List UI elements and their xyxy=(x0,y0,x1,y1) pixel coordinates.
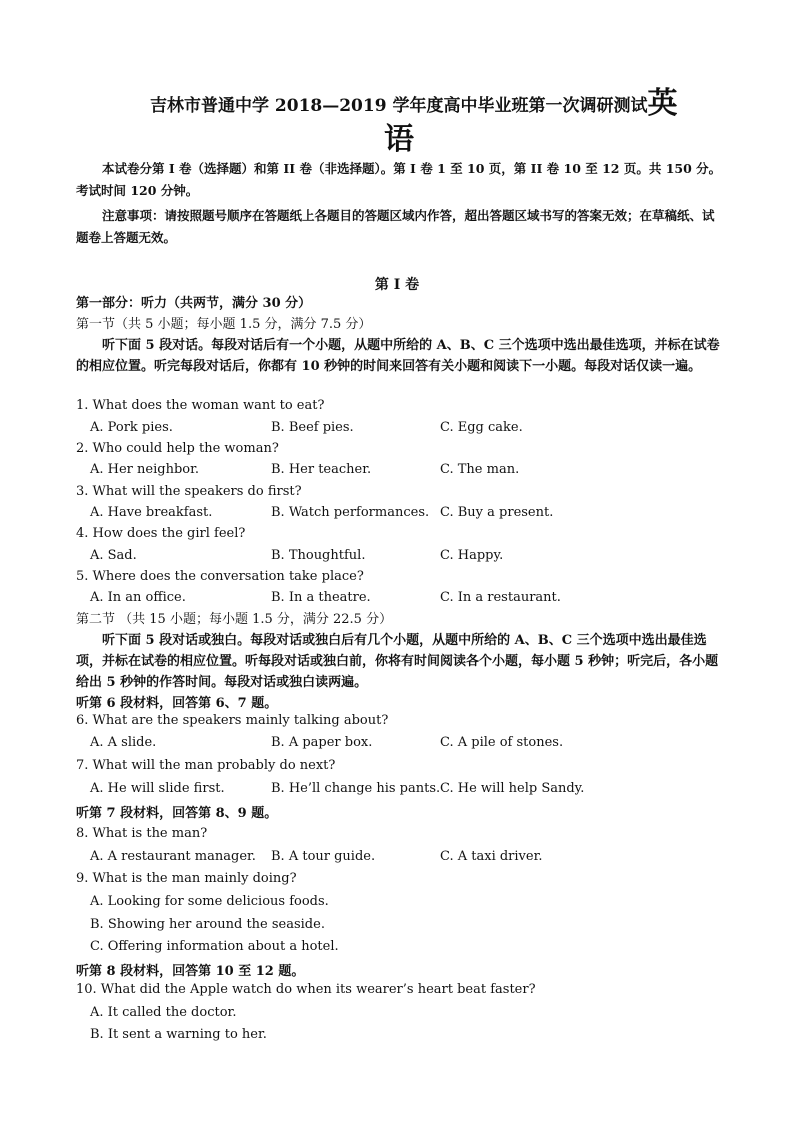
question-2: 2. Who could help the woman? xyxy=(76,441,279,456)
question-1: 1. What does the woman want to eat? xyxy=(76,398,325,413)
exam-title xyxy=(150,78,710,122)
q6-option-a: A. A slide. xyxy=(90,735,157,750)
section1-instructions: 听下面 5 段对话。每段对话后有一个小题，从题中所给的 A、B、C 三个选项中选出最佳选项，并标在试卷的相应位置。听完每段对话后，你都有 10 秒钟的时间来回答有关小题和阅读下一小题。每段对话仅读一遍。 xyxy=(76,338,720,374)
q4-option-b: B. Thoughtful. xyxy=(271,548,366,563)
notice-paragraph: 注意事项：请按照题号顺序在答题纸上各题目的答题区域内作答，超出答题区域书写的答案无效；在草稿纸、试题卷上答题无效。 xyxy=(76,208,715,245)
q7-option-b: B. He’ll change his pants. xyxy=(271,781,441,796)
material-7-heading: 听第 7 段材料，回答第 8、9 题。 xyxy=(76,806,278,821)
q3-option-c: C. Buy a present. xyxy=(440,505,554,520)
exam-title-text: 吉林市普通中学 2018—2019 学年度高中毕业班第一次调研测试 xyxy=(150,96,648,116)
intro-paragraph: 本试卷分第 I 卷（选择题）和第 II 卷（非选择题）。第 I 卷 1 至 10 页，第 II 卷 10 至 12 页。共 150 分。考试时间 120 分钟。 xyxy=(76,161,722,198)
q9-option-b: B. Showing her around the seaside. xyxy=(90,917,325,932)
q8-option-c: C. A taxi driver. xyxy=(440,849,543,864)
q7-option-a: A. He will slide first. xyxy=(90,781,225,796)
q2-option-c: C. The man. xyxy=(440,462,520,477)
q9-option-c: C. Offering information about a hotel. xyxy=(90,939,339,954)
q8-option-a: A. A restaurant manager. xyxy=(90,849,256,864)
volume-title: 第 I 卷 xyxy=(374,277,420,293)
question-4: 4. How does the girl feel? xyxy=(76,526,246,541)
q5-option-b: B. In a theatre. xyxy=(271,590,371,605)
question-5: 5. Where does the conversation take place? xyxy=(76,569,364,584)
q6-option-c: C. A pile of stones. xyxy=(440,735,564,750)
part1-title: 第一部分：听力（共两节，满分 30 分） xyxy=(76,296,312,311)
question-6: 6. What are the speakers mainly talking about? xyxy=(76,713,389,728)
q3-option-b: B. Watch performances. xyxy=(271,505,430,520)
q3-option-a: A. Have breakfast. xyxy=(90,505,213,520)
question-3: 3. What will the speakers do first? xyxy=(76,484,302,499)
q2-option-a: A. Her neighbor. xyxy=(90,462,200,477)
q5-option-a: A. In an office. xyxy=(90,590,186,605)
q4-option-a: A. Sad. xyxy=(90,548,137,563)
q9-option-a: A. Looking for some delicious foods. xyxy=(90,894,329,909)
question-9: 9. What is the man mainly doing? xyxy=(76,871,297,886)
material-6-heading: 听第 6 段材料，回答第 6、7 题。 xyxy=(76,696,278,711)
subject-first-char: 英 xyxy=(647,86,678,121)
q5-option-c: C. In a restaurant. xyxy=(440,590,561,605)
section2-title: 第二节 （共 15 小题；每小题 1.5 分，满分 22.5 分） xyxy=(76,612,393,627)
question-10: 10. What did the Apple watch do when its wearer’s heart beat faster? xyxy=(76,982,536,997)
q10-option-a: A. It called the doctor. xyxy=(90,1005,237,1020)
q10-option-b: B. It sent a warning to her. xyxy=(90,1027,267,1042)
material-8-heading: 听第 8 段材料，回答第 10 至 12 题。 xyxy=(76,964,305,979)
question-7: 7. What will the man probably do next? xyxy=(76,758,336,773)
q4-option-c: C. Happy. xyxy=(440,548,504,563)
q1-option-b: B. Beef pies. xyxy=(271,420,354,435)
q1-option-c: C. Egg cake. xyxy=(440,420,523,435)
question-8: 8. What is the man? xyxy=(76,826,208,841)
q7-option-c: C. He will help Sandy. xyxy=(440,781,585,796)
section1-title: 第一节（共 5 小题；每小题 1.5 分，满分 7.5 分） xyxy=(76,317,372,332)
subject-second-char: 语 xyxy=(384,122,414,157)
section2-instructions: 听下面 5 段对话或独白。每段对话或独白后有几个小题，从题中所给的 A、B、C 三个选项中选出最佳选项，并标在试卷的相应位置。听每段对话或独白前，你将有时间阅读各个小题，每小题 5 秒钟；听完后，各小题给出 5 秒钟的作答时间。每段对话或独白读两遍。 xyxy=(76,633,719,690)
q8-option-b: B. A tour guide. xyxy=(271,849,376,864)
q6-option-b: B. A paper box. xyxy=(271,735,373,750)
q2-option-b: B. Her teacher. xyxy=(271,462,372,477)
q1-option-a: A. Pork pies. xyxy=(90,420,173,435)
